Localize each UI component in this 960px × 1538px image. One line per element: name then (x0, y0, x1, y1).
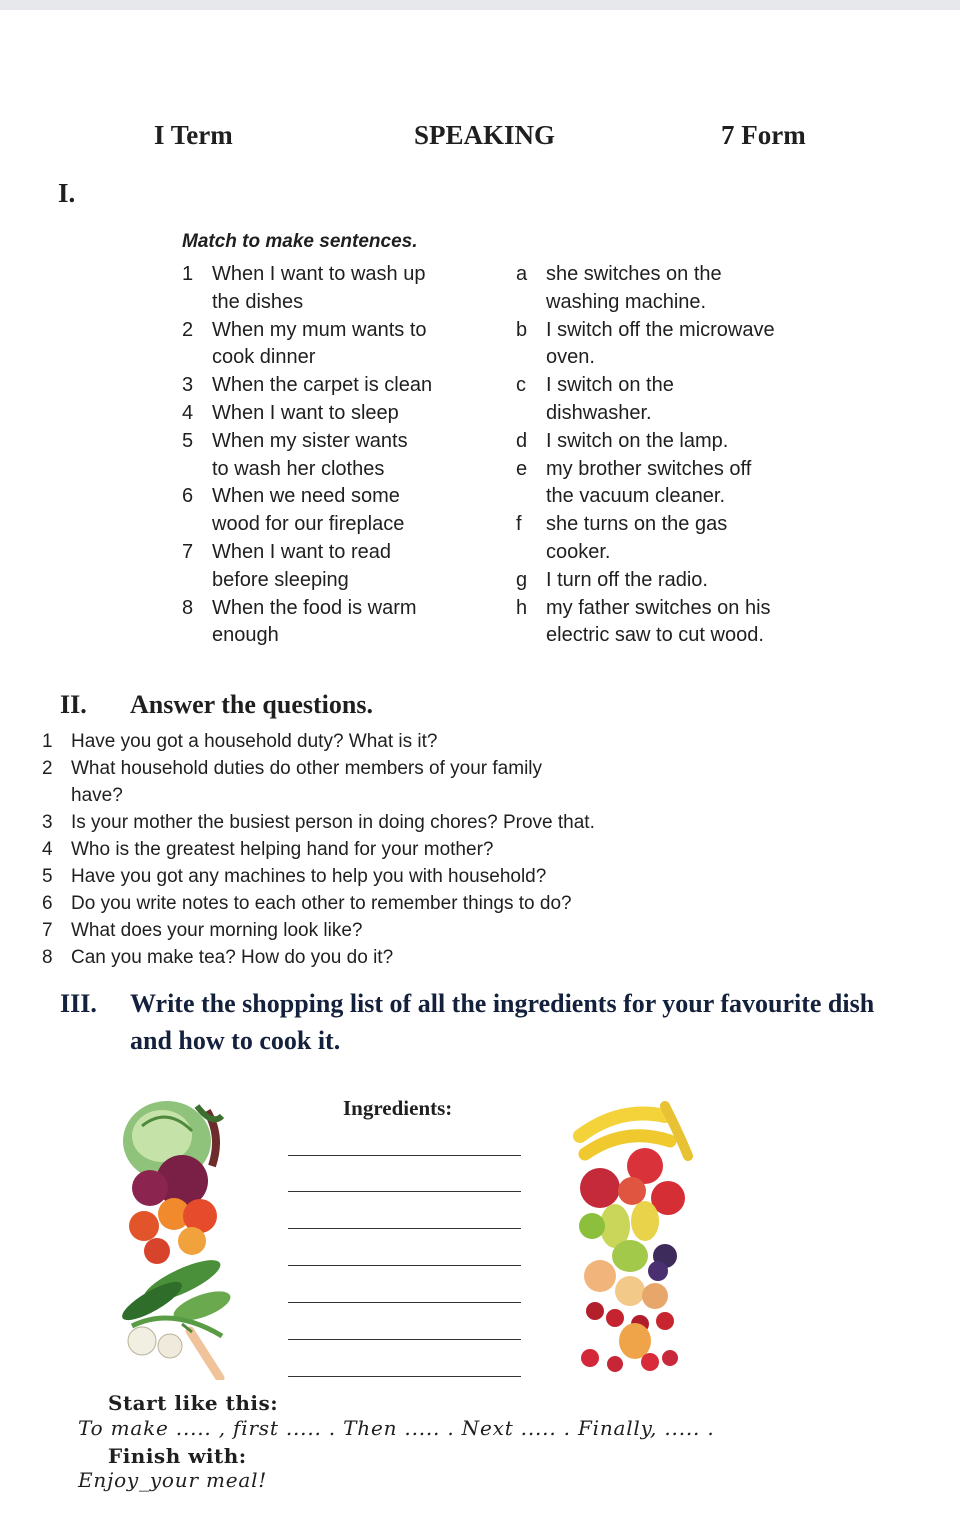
list-item (42, 782, 595, 809)
item-text: wood for our fireplace (212, 513, 405, 536)
item-text: electric saw to cut wood. (546, 624, 764, 647)
finish-text: Enjoy_your meal! (78, 1468, 268, 1492)
list-item (516, 344, 775, 372)
section-3-number: III. (60, 989, 97, 1018)
item-text: I turn off the radio. (546, 568, 708, 591)
item-number: 1 (182, 263, 194, 285)
item-text: When my sister wants (212, 429, 408, 452)
list-item (516, 428, 775, 456)
item-number (182, 622, 212, 650)
item-number: d (516, 429, 528, 452)
list-item (516, 511, 775, 539)
list-item (516, 372, 775, 400)
item-text: oven. (546, 346, 595, 369)
list-item (182, 511, 432, 539)
list-item (516, 289, 775, 317)
section-2-title: Answer the questions. (130, 690, 373, 719)
ingredient-line[interactable] (288, 1265, 521, 1266)
top-bar (0, 0, 960, 10)
item-number (516, 539, 546, 567)
item-number (182, 289, 212, 317)
item-number: 3 (42, 812, 53, 833)
list-item (182, 289, 432, 317)
item-number: 8 (42, 947, 53, 968)
item-number: a (516, 263, 528, 285)
section-3-title-line-2: and how to cook it. (130, 1026, 341, 1055)
item-number: h (516, 596, 528, 619)
item-text: I switch off the microwave (546, 318, 775, 341)
finish-label: Finish with: (108, 1444, 247, 1468)
item-text: cooker. (546, 540, 611, 563)
list-item (516, 483, 775, 511)
item-text: enough (212, 624, 279, 647)
ingredient-line[interactable] (288, 1376, 521, 1377)
term-label: I Term (154, 120, 233, 150)
list-item (516, 622, 775, 650)
item-text: cook dinner (212, 346, 316, 369)
item-number: b (516, 318, 528, 341)
item-number: 6 (42, 893, 53, 914)
list-item (42, 755, 595, 782)
item-text: When I want to sleep (212, 401, 399, 424)
list-item (516, 400, 775, 428)
fruits-illustration (570, 1096, 695, 1382)
item-text: Who is the greatest helping hand for your mother? (71, 839, 494, 860)
ingredient-line[interactable] (288, 1228, 521, 1229)
item-number: 5 (42, 866, 53, 887)
list-item (42, 944, 595, 971)
item-number: 7 (42, 920, 53, 941)
item-text: When the food is warm (212, 596, 417, 619)
subject-title: SPEAKING (414, 120, 556, 150)
questions-list (42, 728, 595, 971)
item-text: Can you make tea? How do you do it? (71, 947, 394, 968)
item-number (182, 344, 212, 372)
list-item (182, 317, 432, 345)
list-item (182, 344, 432, 372)
list-item (42, 890, 595, 917)
item-text: I switch on the lamp. (546, 429, 729, 452)
item-number (516, 622, 546, 650)
item-number: 1 (42, 731, 53, 752)
item-text: When we need some (212, 485, 400, 508)
ingredients-label: Ingredients: (343, 1096, 453, 1120)
list-item (182, 622, 432, 650)
item-number (182, 456, 212, 484)
match-right-column (516, 261, 775, 650)
list-item (42, 728, 595, 755)
list-item (516, 567, 775, 595)
form-label: 7 Form (721, 120, 806, 150)
item-number (182, 511, 212, 539)
item-number: 2 (182, 318, 194, 341)
item-text: the vacuum cleaner. (546, 485, 725, 508)
list-item (182, 372, 432, 400)
item-text: What household duties do other members of your family (71, 758, 543, 779)
item-text: my brother switches off (546, 457, 752, 480)
item-text: Do you write notes to each other to remember things to do? (71, 893, 572, 914)
item-text: have? (71, 785, 123, 806)
item-text: dishwasher. (546, 401, 652, 424)
list-item (182, 595, 432, 623)
section-2-number: II. (60, 690, 87, 719)
list-item (516, 456, 775, 484)
item-text: Is your mother the busiest person in doing chores? Prove that. (71, 812, 595, 833)
item-number: 3 (182, 374, 194, 397)
list-item (182, 428, 432, 456)
item-text: she turns on the gas (546, 513, 728, 536)
item-number (516, 344, 546, 372)
item-number: 6 (182, 485, 194, 508)
start-label: Start like this: (108, 1391, 279, 1415)
ingredient-line[interactable] (288, 1191, 521, 1192)
ingredient-line[interactable] (288, 1302, 521, 1303)
section-1-number: I. (58, 178, 76, 208)
list-item (182, 400, 432, 428)
item-number (42, 782, 71, 809)
item-number: c (516, 374, 526, 397)
item-number: e (516, 457, 528, 480)
item-text: When the carpet is clean (212, 374, 433, 397)
item-number: 4 (42, 839, 53, 860)
vegetables-illustration (112, 1096, 242, 1380)
list-item (516, 595, 775, 623)
list-item (42, 917, 595, 944)
list-item (182, 456, 432, 484)
list-item (516, 539, 775, 567)
item-text: What does your morning look like? (71, 920, 363, 941)
item-number: 7 (182, 540, 194, 563)
list-item (516, 317, 775, 345)
item-text: Have you got any machines to help you with household? (71, 866, 547, 887)
item-text: she switches on the (546, 263, 722, 285)
list-item (516, 261, 775, 289)
item-number (516, 483, 546, 511)
item-text: When I want to wash up (212, 263, 426, 285)
item-text: I switch on the (546, 374, 674, 397)
section-3-title-line-1: Write the shopping list of all the ingredients for your favourite dish (130, 989, 875, 1018)
item-text: When I want to read (212, 540, 391, 563)
item-number: f (516, 513, 522, 536)
item-number: 8 (182, 596, 194, 619)
item-number: 5 (182, 429, 194, 452)
list-item (42, 836, 595, 863)
list-item (182, 567, 432, 595)
item-text: When my mum wants to (212, 318, 427, 341)
list-item (42, 809, 595, 836)
item-number: 4 (182, 401, 194, 424)
item-text: before sleeping (212, 568, 349, 591)
item-number (182, 567, 212, 595)
item-text: washing machine. (546, 290, 707, 313)
ingredient-line[interactable] (288, 1339, 521, 1340)
item-number: 2 (42, 758, 53, 779)
item-text: Have you got a household duty? What is it? (71, 731, 438, 752)
item-text: my father switches on his (546, 596, 771, 619)
item-text: the dishes (212, 290, 304, 313)
item-number (516, 289, 546, 317)
start-template: To make ..... , first ..... . Then ..... . Next ..... . Finally, ..... . (78, 1416, 715, 1440)
list-item (182, 483, 432, 511)
match-left-column (182, 261, 432, 650)
list-item (182, 539, 432, 567)
list-item (42, 863, 595, 890)
match-instruction: Match to make sentences. (182, 231, 418, 252)
item-number: g (516, 568, 528, 591)
item-text: to wash her clothes (212, 457, 385, 480)
list-item (182, 261, 432, 289)
item-number (516, 400, 546, 428)
ingredient-line[interactable] (288, 1155, 521, 1156)
